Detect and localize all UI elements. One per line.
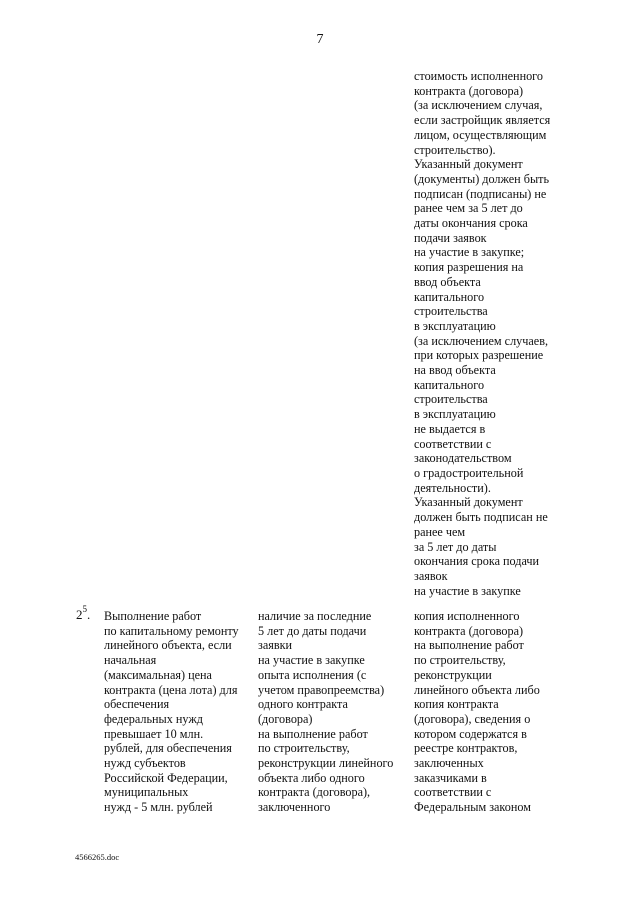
text-line: копия контракта	[414, 697, 499, 712]
text-line: даты окончания срока	[414, 216, 528, 231]
text-line: соответствии с	[414, 436, 492, 451]
text-line: на участие в закупке;	[414, 245, 525, 260]
text-line: подписан (подписаны) не	[414, 186, 547, 201]
text-line: заключенного	[258, 800, 331, 815]
text-line: в эксплуатацию	[414, 407, 496, 422]
text-line: превышает 10 млн.	[104, 726, 204, 741]
text-line: стоимость исполненного	[414, 69, 543, 83]
text-line: подачи заявок	[414, 230, 487, 245]
text-line: строительства	[414, 304, 488, 319]
text-line: соответствии с	[414, 785, 492, 800]
text-line: контракта (цена лота) для	[104, 682, 238, 697]
text-line: (документы) должен быть	[414, 171, 550, 186]
text-line: на выполнение работ	[258, 726, 368, 741]
text-line: муниципальных	[104, 785, 189, 800]
text-line: если застройщик является	[414, 113, 551, 128]
text-line: на участие в закупке	[258, 653, 365, 668]
text-line: (договора)	[258, 711, 313, 726]
text-line: за 5 лет до даты	[414, 539, 497, 554]
text-line: (за исключением случая,	[414, 98, 543, 113]
text-line: при которых разрешение	[414, 348, 544, 363]
text-line: Указанный документ	[414, 157, 523, 172]
row-number: $2^5$.	[76, 604, 91, 622]
text-line: законодательством	[414, 451, 512, 466]
text-line: заявки	[258, 638, 293, 653]
text-line: начальная	[104, 653, 157, 668]
text-line: реконструкции линейного	[258, 756, 394, 771]
text-line: учетом правопреемства)	[258, 682, 385, 697]
text-line: ввод объекта	[414, 274, 481, 289]
text-line: деятельности).	[414, 480, 491, 495]
text-line: ранее чем за 5 лет до	[414, 201, 523, 216]
text-line: ранее чем	[414, 524, 466, 539]
text-line: Указанный документ	[414, 495, 523, 510]
text-line: должен быть подписан не	[414, 510, 548, 525]
text-line: контракта (договора),	[258, 785, 371, 800]
text-line: одного контракта	[258, 697, 348, 712]
text-line: реконструкции	[414, 667, 492, 682]
text-line: опыта исполнения (с	[258, 667, 367, 682]
text-line: капитального	[414, 377, 485, 392]
continued-cell-text	[414, 69, 550, 598]
text-line: копия исполненного	[414, 609, 520, 623]
text-line: контракта (договора)	[414, 623, 524, 638]
text-line: (максимальная) цена	[104, 667, 212, 682]
text-line: линейного объекта либо	[414, 682, 540, 697]
text-line: не выдается в	[414, 421, 486, 436]
text-line: 5 лет до даты подачи	[258, 623, 367, 638]
text-line: обеспечения	[104, 697, 170, 712]
text-line: рублей, для обеспечения	[104, 741, 232, 756]
text-line: нужд субъектов	[104, 756, 186, 771]
text-line: объекта либо одного	[258, 770, 365, 785]
text-line: заключенных	[414, 756, 484, 771]
text-line: реестре контрактов,	[414, 741, 518, 756]
text-line: окончания срока подачи	[414, 554, 540, 569]
text-line: копия разрешения на	[414, 260, 524, 275]
row-number-superscript: 5	[82, 604, 87, 614]
text-line: по капитальному ремонту	[104, 623, 239, 638]
text-line: нужд - 5 млн. рублей	[104, 800, 213, 815]
text-line: наличие за последние	[258, 609, 372, 623]
text-line: федеральных нужд	[104, 711, 203, 726]
text-line: строительство).	[414, 142, 496, 157]
text-line: на выполнение работ	[414, 638, 524, 653]
text-line: лицом, осуществляющим	[414, 127, 547, 142]
text-line: в эксплуатацию	[414, 318, 496, 333]
text-line: о градостроительной	[414, 465, 524, 480]
requirement-cell	[258, 609, 393, 815]
text-line: котором содержатся в	[414, 726, 527, 741]
text-line: Федеральным законом	[414, 800, 531, 815]
work-description-cell	[104, 609, 239, 815]
footer-filename: 4566265.doc	[75, 852, 120, 862]
text-line: (за исключением случаев,	[414, 333, 548, 348]
text-line: заказчиками в	[414, 770, 487, 785]
text-line: Выполнение работ	[104, 609, 202, 623]
text-line: линейного объекта, если	[104, 638, 232, 653]
page-number: 7	[316, 32, 324, 47]
text-line: Российской Федерации,	[104, 770, 228, 785]
documents-cell	[414, 609, 540, 815]
text-line: строительства	[414, 392, 488, 407]
text-line: по строительству,	[258, 741, 350, 756]
text-line: (договора), сведения о	[414, 711, 531, 726]
text-line: заявок	[414, 568, 448, 583]
text-line: капитального	[414, 289, 485, 304]
text-line: на ввод объекта	[414, 363, 496, 378]
text-line: по строительству,	[414, 653, 506, 668]
text-line: контракта (договора)	[414, 83, 524, 98]
text-line: на участие в закупке	[414, 583, 521, 598]
